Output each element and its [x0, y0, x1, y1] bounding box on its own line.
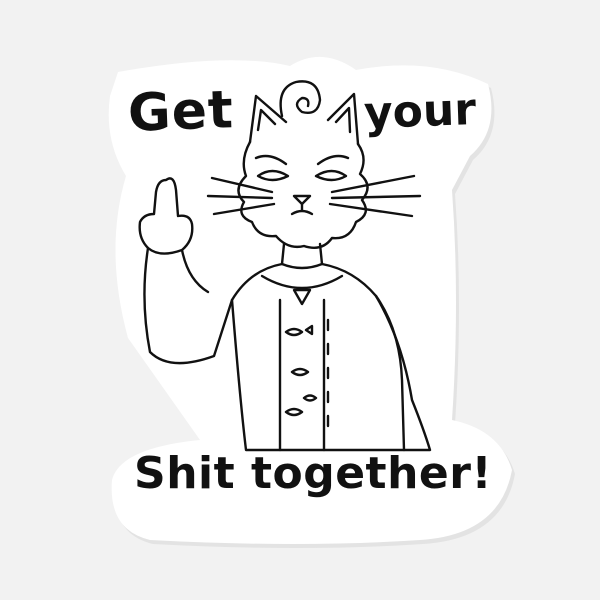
caption-get: Get [126, 80, 235, 144]
caption-your: your [363, 84, 477, 139]
caption-shit-together: Shit together! [134, 448, 493, 499]
